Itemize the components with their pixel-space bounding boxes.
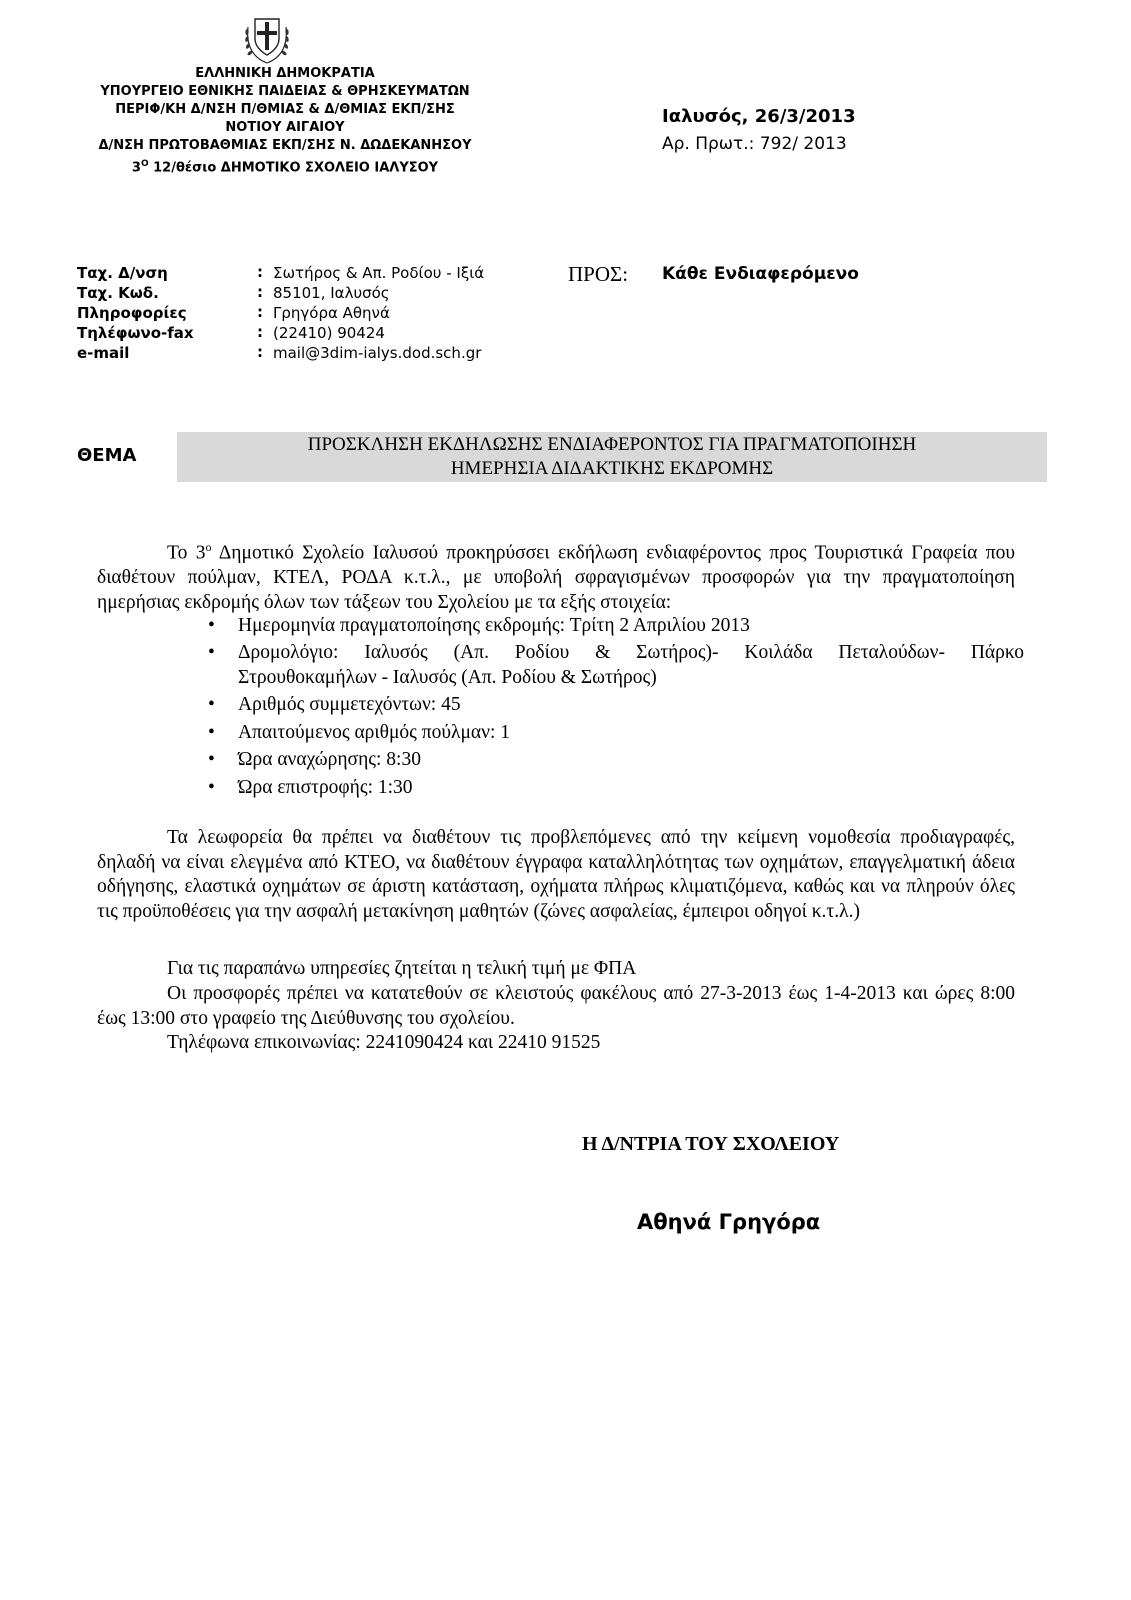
school-name: $3^O$ 12/θέσιο ΔΗΜΟΤΙΚΟ ΣΧΟΛΕΙΟ ΙΑΛΥΣΟΥ (131, 159, 439, 176)
subject-label: ΘΕΜΑ (77, 445, 137, 466)
bullet-icon: • (208, 642, 215, 663)
submission-paragraph: Οι προσφορές πρέπει να κατατεθούν σε κλειστούς φακέλους από 27-3-2013 έως 1-4-2013 και ώρες 8:00 έως 13:00 στο γραφείο της Διεύθυνσης του σχολείου. (97, 983, 1015, 1029)
header-line: ΝΟΤΙΟΥ ΑΙΓΑΙΟΥ (225, 120, 345, 135)
bullet-icon: • (208, 694, 215, 715)
contact-colon: : (257, 283, 263, 301)
contact-block (77, 263, 517, 367)
place-date: Ιαλυσός, 26/3/2013 (662, 106, 856, 127)
contact-email: mail@3dim-ialys.dod.sch.gr (273, 344, 482, 362)
header-line: Δ/ΝΣΗ ΠΡΩΤΟΒΑΘΜΙΑΣ ΕΚΠ/ΣΗΣ Ν. ΔΩΔΕΚΑΝΗΣΟΥ (98, 138, 472, 153)
subject-box (177, 432, 1047, 482)
contact-label: Τηλέφωνο-fax (77, 324, 194, 342)
departure-time: Ώρα αναχώρησης: 8:30 (238, 749, 421, 770)
header-line: ΠΕΡΙΦ/ΚΗ Δ/ΝΣΗ Π/ΘΜΙΑΣ & Δ/ΘΜΙΑΣ ΕΚΠ/ΣΗΣ (115, 102, 455, 117)
header-line: ΕΛΛΗΝΙΚΗ ΔΗΜΟΚΡΑΤΙΑ (195, 66, 375, 81)
contact-label: Ταχ. Κωδ. (77, 284, 159, 302)
contact-label: Ταχ. Δ/νση (77, 264, 168, 282)
requirements-paragraph: Τα λεωφορεία θα πρέπει να διαθέτουν τις προβλεπόμενες από την κείμενη νομοθεσία προδιαγραφές, δηλαδή να είναι ελεγμένα από ΚΤΕΟ, να διαθέτουν έγγραφα καταλληλότητας των οχημάτων, επαγγελματική άδεια οδήγησης, ελαστικά οχημάτων σε άριστη κατάσταση, οχήματα πλήρως κλιματιζόμενα, καθώς και να πληρούν όλες τις προϋποθέσεις για την ασφαλή μετακίνηση μαθητών (ζώνες ασφαλείας, έμπειροι οδηγοί κ.τ.λ.) (97, 827, 1015, 922)
trip-route-cont: Στρουθοκαμήλων - Ιαλυσός (Απ. Ροδίου & Σωτήρος) (238, 667, 657, 688)
subject-line-2: ΗΜΕΡΗΣΙΑ ΔΙΔΑΚΤΙΚΗΣ ΕΚΔΡΟΜΗΣ (450, 458, 774, 479)
contact-address: Σωτήρος & Απ. Ροδίου - Ιξιά (273, 264, 485, 282)
header-line: ΥΠΟΥΡΓΕΙΟ ΕΘΝΙΚΗΣ ΠΑΙΔΕΙΑΣ & ΘΡΗΣΚΕΥΜΑΤΩΝ (100, 84, 470, 99)
signature-title: Η Δ/ΝΤΡΙΑ ΤΟΥ ΣΧΟΛΕΙΟΥ (582, 1133, 840, 1155)
signature-name: Αθηνά Γρηγόρα (637, 1210, 821, 1234)
protocol-number: Αρ. Πρωτ.: 792/ 2013 (662, 134, 847, 154)
bullet-icon: • (208, 615, 215, 636)
contact-colon: : (257, 263, 263, 281)
recipient-value: Κάθε Ενδιαφερόμενο (662, 264, 859, 284)
return-time: Ώρα επιστροφής: 1:30 (238, 777, 413, 798)
bullet-icon: • (208, 777, 215, 798)
subject-line-1: ΠΡΟΣΚΛΗΣΗ ΕΚΔΗΛΩΣΗΣ ΕΝΔΙΑΦΕΡΟΝΤΟΣ ΓΙΑ ΠΡΑΓΜΑΤΟΠΟΙΗΣΗ (307, 434, 917, 455)
contact-label: Πληροφορίες (77, 304, 187, 322)
price-paragraph: Για τις παραπάνω υπηρεσίες ζητείται η τελική τιμή με ΦΠΑ (167, 958, 637, 979)
bullet-icon: • (208, 722, 215, 743)
bullet-icon: • (208, 749, 215, 770)
participants: Αριθμός συμμετεχόντων: 45 (238, 694, 461, 715)
buses-required: Απαιτούμενος αριθμός πούλμαν: 1 (238, 722, 511, 743)
contact-phone: (22410) 90424 (273, 324, 385, 342)
contact-colon: : (257, 323, 263, 341)
contact-info-person: Γρηγόρα Αθηνά (273, 304, 390, 322)
greek-emblem-icon (243, 13, 291, 65)
intro-paragraph: Το $3^o$ Δημοτικό Σχολείο Ιαλυσού προκηρύσσει εκδήλωση ενδιαφέροντος προς Τουριστικά Γραφεία που διαθέτουν πούλμαν, ΚΤΕΛ, ΡΟΔΑ κ.τ.λ., με υποβολή σφραγισμένων προσφορών για την πραγματοποίηση ημερήσιας εκδρομής όλων των τάξεων του Σχολείου με τα εξής στοιχεία: (97, 540, 1015, 613)
recipient-label: ΠΡΟΣ: (568, 262, 629, 286)
trip-date: Ημερομηνία πραγματοποίησης εκδρομής: Τρίτη 2 Απριλίου 2013 (238, 615, 750, 636)
contact-colon: : (257, 343, 263, 361)
contact-phones-paragraph: Τηλέφωνα επικοινωνίας: 2241090424 και 22410 91525 (167, 1032, 601, 1053)
issuer-header (70, 65, 500, 177)
contact-colon: : (257, 303, 263, 321)
contact-label: e-mail (77, 344, 130, 362)
trip-route: Δρομολόγιο: Ιαλυσός (Απ. Ροδίου & Σωτήρος)- Κοιλάδα Πεταλούδων- Πάρκο (238, 642, 1024, 663)
contact-postcode: 85101, Ιαλυσός (273, 284, 390, 302)
